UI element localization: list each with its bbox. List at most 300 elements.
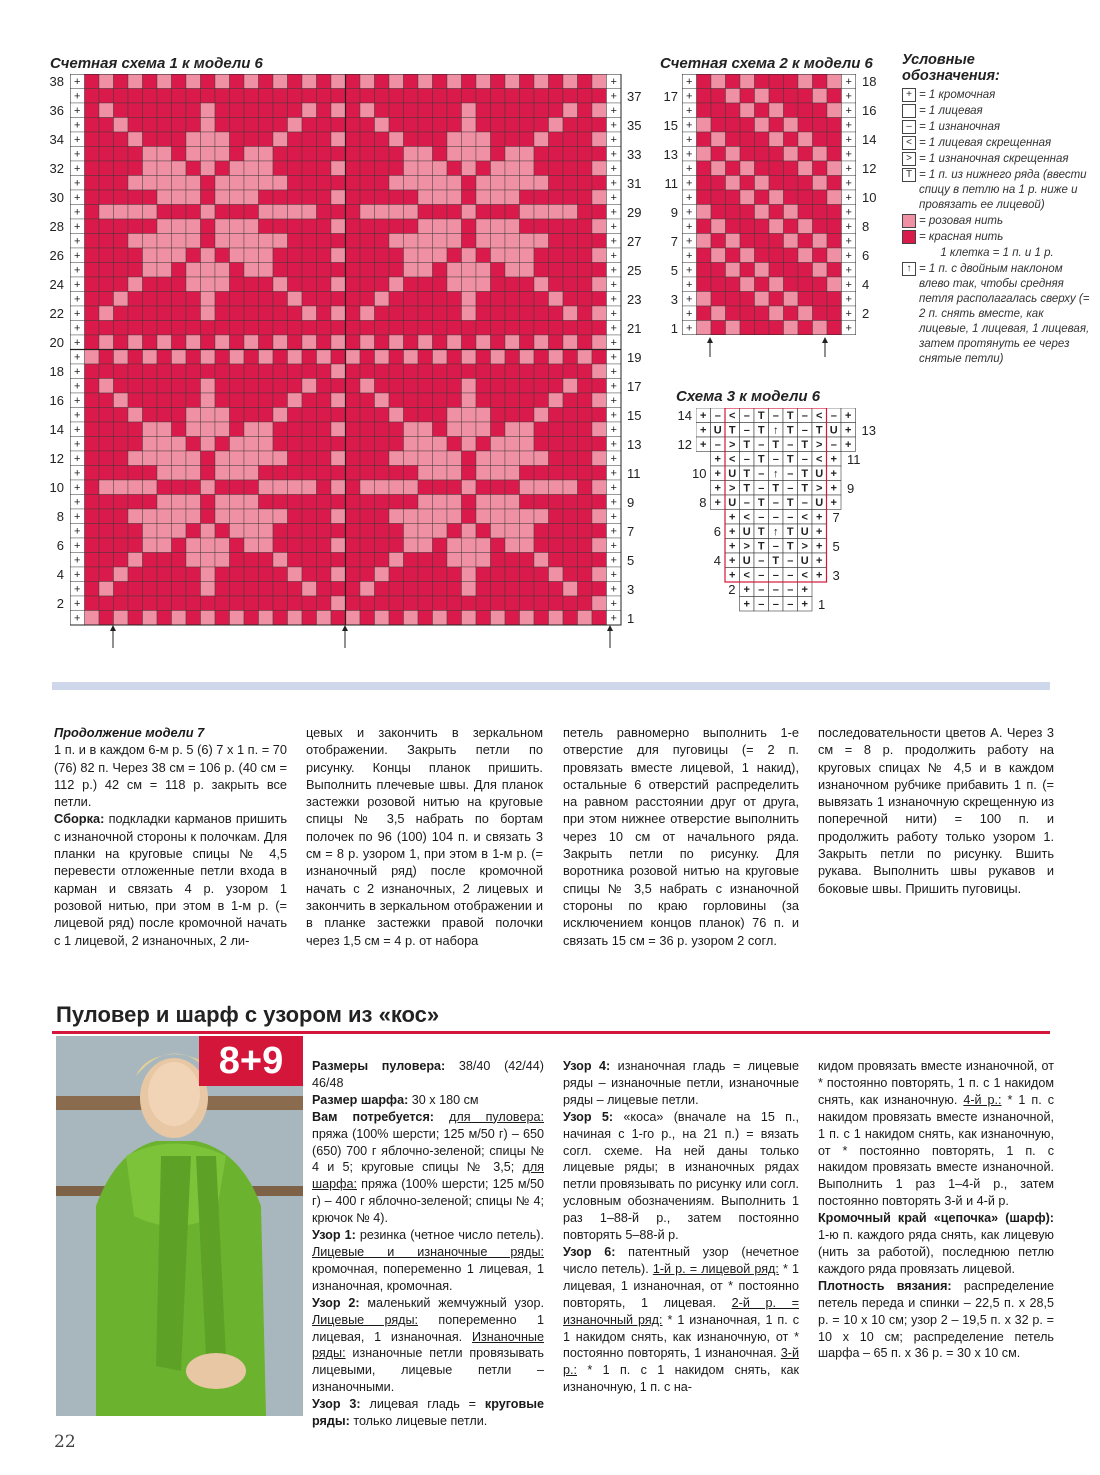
- chart2-row-number: 16: [862, 103, 877, 118]
- chart3-row-number: 14: [677, 408, 692, 423]
- svg-text:+: +: [74, 366, 81, 378]
- svg-text:T: T: [786, 497, 794, 509]
- svg-text:–: –: [772, 584, 779, 596]
- legend-item: [902, 152, 1092, 167]
- svg-text:+: +: [610, 409, 617, 422]
- legend-item: [902, 168, 1092, 213]
- chart2-row-number: 5: [670, 262, 678, 278]
- chart2-title: Счетная схема 2 к модели 6: [660, 55, 873, 72]
- svg-text:T: T: [743, 468, 751, 480]
- continuation-col-3: петель равномерно выполнить 1-е отверстие для пуговицы (= 2 п. провязать вместе лицевой, 1 накид), остальные 6 отверстий распределить на равном расстоянии друг от друга, при этом нижнее отверстие выполнить через 10 см от начального ряда. Закрыть петли по рисунку. Для воротника розовой нитью на круговые спицы № 3,5 набрать с изнаночной стороны по краю горловины (за исключением концов планок) 76 п. и связать 15 см = 36 р. узором 2 согл.: [563, 725, 799, 948]
- chart2-row-number: 17: [663, 88, 678, 104]
- svg-text:+: +: [686, 119, 693, 132]
- svg-text:+: +: [74, 612, 81, 625]
- svg-text:+: +: [74, 221, 81, 233]
- svg-text:+: +: [610, 569, 617, 581]
- svg-text:+: +: [830, 497, 837, 509]
- chart1-row-number: 21: [627, 320, 642, 336]
- svg-text:+: +: [714, 468, 721, 480]
- svg-text:–: –: [743, 453, 750, 466]
- svg-text:+: +: [686, 206, 693, 219]
- svg-text:+: +: [74, 308, 81, 320]
- chart2-row-number: 14: [862, 132, 877, 147]
- svg-text:U: U: [728, 497, 737, 509]
- svg-text:T: T: [786, 424, 794, 437]
- svg-text:<: <: [801, 511, 808, 524]
- svg-text:T: T: [757, 526, 765, 538]
- svg-text:+: +: [610, 192, 617, 204]
- svg-text:+: +: [610, 76, 617, 88]
- svg-text:+: +: [610, 366, 617, 378]
- svg-text:T: T: [772, 439, 780, 451]
- svg-text:+: +: [830, 468, 837, 480]
- svg-text:–: –: [714, 439, 721, 451]
- svg-text:–: –: [743, 497, 750, 509]
- svg-text:↑: ↑: [773, 424, 779, 437]
- svg-text:–: –: [758, 584, 765, 596]
- chart3-row-number: 13: [861, 422, 876, 438]
- svg-text:+: +: [845, 279, 852, 291]
- chart2-row-number: 7: [670, 233, 678, 249]
- chart1-row-number: 24: [49, 277, 64, 292]
- chart2-row-number: 10: [862, 190, 877, 205]
- legend-text: = 1 кромочная: [919, 89, 996, 101]
- svg-text:–: –: [743, 424, 750, 437]
- svg-text:+: +: [845, 206, 852, 219]
- svg-text:–: –: [772, 598, 779, 611]
- svg-text:–: –: [772, 410, 779, 422]
- legend-symbol-icon: T: [902, 168, 916, 182]
- svg-text:+: +: [610, 395, 617, 407]
- chart1-row-number: 6: [56, 538, 64, 553]
- svg-text:+: +: [686, 163, 693, 175]
- chart1-row-number: 10: [49, 480, 64, 495]
- svg-text:+: +: [830, 482, 837, 495]
- svg-text:+: +: [74, 467, 81, 480]
- svg-text:+: +: [686, 134, 693, 146]
- svg-text:–: –: [758, 511, 765, 524]
- svg-text:–: –: [830, 439, 837, 451]
- svg-text:T: T: [757, 540, 765, 553]
- chart1-row-number: 14: [49, 422, 64, 437]
- svg-text:U: U: [728, 468, 737, 480]
- svg-text:+: +: [74, 206, 81, 219]
- svg-text:+: +: [845, 235, 852, 248]
- svg-text:+: +: [610, 293, 617, 306]
- continuation-col-1: Продолжение модели 7 1 п. и в каждом 6-м р. 5 (6) 7 х 1 п. = 70 (76) 82 п. Через 38 см = 106 р. (40 см = 112 р.) 42 см = 118 р. закрыть все петли. Сборка: подкладки карманов пришить с изнаночной стороны к полочкам. Для планки на круговые спицы № 4,5 перевести отложенные петли входа в карман и связать 4 р. узором 1 розовой нитью, при этом в 1-м р. (= лицевой ряд) после кромочной начать с 1 лицевой, 2 изнаночных, 2 ли-: [54, 725, 287, 948]
- svg-text:<: <: [801, 569, 808, 582]
- svg-text:+: +: [74, 540, 81, 552]
- chart1-grid: [70, 74, 622, 626]
- svg-text:–: –: [787, 569, 794, 582]
- svg-text:+: +: [610, 612, 617, 625]
- page-number: 22: [54, 1432, 76, 1452]
- svg-text:+: +: [845, 439, 852, 451]
- svg-text:+: +: [845, 105, 852, 117]
- svg-text:T: T: [728, 424, 736, 437]
- chart1-row-number: 30: [49, 190, 64, 205]
- svg-text:+: +: [610, 583, 617, 596]
- svg-text:+: +: [610, 264, 617, 277]
- svg-text:+: +: [74, 148, 81, 161]
- chart3-row-number: 12: [677, 437, 692, 452]
- svg-text:<: <: [729, 410, 736, 422]
- svg-text:+: +: [845, 163, 852, 175]
- svg-text:T: T: [801, 468, 809, 480]
- svg-text:+: +: [610, 511, 617, 523]
- chart2-row-number: 6: [862, 248, 870, 263]
- svg-text:T: T: [772, 555, 780, 567]
- svg-text:–: –: [830, 410, 837, 422]
- svg-text:–: –: [714, 410, 721, 422]
- svg-text:<: <: [743, 511, 750, 524]
- svg-text:+: +: [610, 525, 617, 538]
- svg-text:+: +: [686, 90, 693, 103]
- svg-text:+: +: [845, 250, 852, 262]
- legend-text: = 1 п. из нижнего ряда (ввести спицу в петлю на 1 р. ниже и провязать ее лицевой): [919, 169, 1087, 211]
- legend-symbol-icon: [902, 104, 916, 118]
- svg-text:+: +: [74, 192, 81, 204]
- svg-text:T: T: [786, 410, 794, 422]
- svg-text:↑: ↑: [773, 468, 779, 480]
- chart1-row-number: 12: [49, 451, 64, 466]
- svg-text:–: –: [787, 439, 794, 451]
- svg-text:+: +: [686, 308, 693, 320]
- svg-text:T: T: [757, 410, 765, 422]
- svg-text:+: +: [729, 511, 736, 524]
- chart1-arrows: [100, 622, 620, 652]
- svg-text:–: –: [772, 497, 779, 509]
- svg-text:–: –: [787, 598, 794, 611]
- svg-text:+: +: [700, 424, 707, 437]
- chart2-row-number: 3: [670, 291, 678, 307]
- chart2-row-number: 15: [663, 117, 678, 133]
- svg-text:+: +: [845, 221, 852, 233]
- chart1-row-number: 26: [49, 248, 64, 263]
- svg-text:–: –: [787, 555, 794, 567]
- chart2-row-number: 1: [670, 320, 678, 336]
- svg-text:+: +: [816, 569, 823, 582]
- chart1-row-number: 34: [49, 132, 64, 147]
- chart1-row-number: 8: [56, 509, 64, 524]
- svg-text:+: +: [686, 293, 693, 306]
- svg-text:+: +: [74, 264, 81, 277]
- chart1-row-number: 28: [49, 219, 64, 234]
- chart1-row-number: 16: [49, 393, 64, 408]
- svg-text:+: +: [729, 526, 736, 538]
- chart2-row-number: 18: [862, 74, 877, 89]
- svg-text:+: +: [686, 221, 693, 233]
- chart3-row-number: 4: [713, 553, 721, 568]
- svg-text:U: U: [742, 555, 751, 567]
- svg-text:T: T: [815, 424, 823, 437]
- legend-text: = розовая нить: [919, 215, 1004, 227]
- legend-item: [902, 136, 1092, 151]
- svg-text:>: >: [816, 439, 823, 451]
- svg-text:+: +: [714, 497, 721, 509]
- svg-text:+: +: [610, 250, 617, 262]
- svg-text:+: +: [74, 438, 81, 451]
- svg-text:+: +: [845, 322, 852, 335]
- svg-text:+: +: [610, 351, 617, 364]
- svg-text:–: –: [801, 424, 808, 437]
- svg-text:+: +: [610, 279, 617, 291]
- svg-text:+: +: [686, 235, 693, 248]
- svg-text:+: +: [74, 482, 81, 494]
- svg-text:+: +: [845, 90, 852, 103]
- svg-text:–: –: [787, 482, 794, 495]
- legend-title: Условные обозначения:: [902, 52, 1000, 84]
- svg-text:+: +: [74, 76, 81, 88]
- svg-text:+: +: [610, 322, 617, 335]
- svg-text:–: –: [787, 468, 794, 480]
- continuation-heading: Продолжение модели 7: [54, 725, 205, 740]
- svg-text:+: +: [74, 90, 81, 103]
- svg-text:+: +: [686, 279, 693, 291]
- svg-text:+: +: [610, 134, 617, 146]
- svg-text:+: +: [845, 293, 852, 306]
- svg-text:+: +: [74, 380, 81, 393]
- svg-text:T: T: [757, 497, 765, 509]
- chart1-row-number: 37: [627, 88, 642, 104]
- svg-text:>: >: [729, 439, 736, 451]
- svg-text:<: <: [729, 453, 736, 466]
- model-number-badge: 8+9: [199, 1036, 303, 1086]
- chart3-row-number: 8: [699, 495, 707, 510]
- svg-text:+: +: [686, 76, 693, 88]
- chart1-row-number: 7: [627, 523, 635, 539]
- svg-text:T: T: [772, 482, 780, 495]
- svg-text:T: T: [786, 526, 794, 538]
- svg-text:+: +: [801, 598, 808, 611]
- svg-text:+: +: [845, 264, 852, 277]
- svg-text:–: –: [758, 569, 765, 582]
- svg-text:+: +: [74, 250, 81, 262]
- svg-text:+: +: [700, 410, 707, 422]
- chart1-row-number: 4: [56, 567, 64, 582]
- legend-symbol-icon: –: [902, 120, 916, 134]
- svg-text:+: +: [816, 526, 823, 538]
- chart1-row-number: 18: [49, 364, 64, 379]
- svg-text:<: <: [743, 569, 750, 582]
- chart3-row-number: 7: [832, 509, 840, 525]
- svg-text:+: +: [610, 482, 617, 494]
- svg-text:+: +: [845, 424, 852, 437]
- svg-text:+: +: [801, 584, 808, 596]
- svg-text:>: >: [801, 540, 808, 553]
- svg-text:+: +: [686, 250, 693, 262]
- chart1-row-number: 35: [627, 117, 642, 133]
- legend-text: = 1 лицевая: [919, 105, 983, 117]
- chart1-row-number: 1: [627, 610, 635, 626]
- legend-text: = красная нить: [919, 231, 1004, 243]
- svg-text:+: +: [74, 511, 81, 523]
- svg-text:+: +: [610, 221, 617, 233]
- svg-text:+: +: [845, 148, 852, 161]
- chart1-row-number: 9: [627, 494, 635, 510]
- svg-text:>: >: [743, 540, 750, 553]
- legend: [902, 52, 1092, 368]
- svg-text:+: +: [610, 453, 617, 465]
- chart1-row-number: 38: [49, 74, 64, 89]
- chart1-row-number: 2: [56, 596, 64, 611]
- chart1-row-number: 5: [627, 552, 635, 568]
- svg-text:+: +: [610, 554, 617, 567]
- svg-text:+: +: [845, 119, 852, 132]
- svg-text:U: U: [800, 555, 809, 567]
- svg-text:+: +: [700, 439, 707, 451]
- chart3-row-number: 9: [847, 480, 855, 496]
- svg-text:+: +: [74, 322, 81, 335]
- svg-text:+: +: [610, 337, 617, 349]
- chart3-row-number: 11: [847, 451, 861, 467]
- svg-text:T: T: [757, 453, 765, 466]
- svg-text:–: –: [758, 482, 765, 495]
- svg-text:+: +: [610, 496, 617, 509]
- svg-text:>: >: [816, 482, 823, 495]
- chart1-row-number: 32: [49, 161, 64, 176]
- chart1-row-number: 27: [627, 233, 642, 249]
- svg-text:+: +: [714, 482, 721, 495]
- svg-text:+: +: [610, 163, 617, 175]
- chart2-row-number: 12: [862, 161, 877, 176]
- svg-text:+: +: [610, 424, 617, 436]
- chart1-row-number: 11: [627, 465, 641, 481]
- svg-text:+: +: [74, 235, 81, 248]
- svg-text:–: –: [787, 584, 794, 596]
- svg-text:+: +: [74, 525, 81, 538]
- chart2-row-number: 4: [862, 277, 870, 292]
- chart3-row-number: 10: [692, 466, 707, 481]
- svg-text:+: +: [74, 453, 81, 465]
- svg-text:T: T: [786, 540, 794, 553]
- svg-text:U: U: [713, 424, 722, 437]
- chart1-row-number: 25: [627, 262, 642, 278]
- svg-text:+: +: [74, 119, 81, 132]
- svg-text:U: U: [815, 468, 824, 480]
- svg-text:+: +: [74, 598, 81, 610]
- chart2-row-number: 13: [663, 146, 678, 162]
- svg-text:+: +: [729, 569, 736, 582]
- svg-text:T: T: [801, 482, 809, 495]
- svg-text:+: +: [816, 540, 823, 553]
- chart2-grid: [682, 74, 856, 335]
- svg-text:+: +: [743, 584, 750, 596]
- chart3-row-number: 1: [818, 596, 826, 612]
- svg-text:+: +: [74, 134, 81, 146]
- svg-text:+: +: [74, 105, 81, 117]
- svg-text:+: +: [74, 554, 81, 567]
- chart1-row-number: 17: [627, 378, 642, 394]
- section-divider: [52, 682, 1050, 690]
- svg-text:–: –: [801, 410, 808, 422]
- svg-text:–: –: [772, 569, 779, 582]
- svg-text:+: +: [610, 540, 617, 552]
- svg-text:T: T: [743, 482, 751, 495]
- svg-text:+: +: [74, 279, 81, 291]
- svg-text:+: +: [845, 308, 852, 320]
- svg-text:–: –: [758, 439, 765, 451]
- chart1-row-number: 19: [627, 349, 642, 365]
- chart1-row-number: 36: [49, 103, 64, 118]
- svg-text:U: U: [829, 424, 838, 437]
- chart1-row-number: 22: [49, 306, 64, 321]
- chart1-row-number: 15: [627, 407, 642, 423]
- svg-text:+: +: [74, 395, 81, 407]
- svg-text:+: +: [845, 192, 852, 204]
- double-decrease-icon: ↑: [902, 262, 916, 276]
- chart3-row-number: 6: [713, 524, 721, 539]
- chart1-row-number: 33: [627, 146, 642, 162]
- svg-text:+: +: [686, 148, 693, 161]
- svg-text:U: U: [800, 526, 809, 538]
- legend-symbol-icon: [902, 214, 916, 228]
- svg-text:+: +: [845, 134, 852, 146]
- svg-text:–: –: [758, 555, 765, 567]
- legend-symbol-icon: >: [902, 152, 916, 166]
- svg-text:T: T: [801, 439, 809, 451]
- section-title-rule: [52, 1031, 1050, 1034]
- svg-text:+: +: [686, 105, 693, 117]
- svg-text:+: +: [686, 177, 693, 190]
- legend-text: = 1 изнаночная: [919, 121, 1000, 133]
- chart3-row-number: 2: [728, 582, 736, 597]
- svg-text:+: +: [714, 453, 721, 466]
- svg-text:–: –: [801, 497, 808, 509]
- chart1-row-number: 31: [627, 175, 642, 191]
- legend-item: ↑ = 1 п. с двойным наклоном влево так, чтобы средняя петля располагалась сверху (= 2 п. снять вместе, как лицевые, 1 лицевая, 1 лицевая, затем протянуть ее через снятые петли): [902, 262, 1092, 367]
- svg-text:+: +: [610, 598, 617, 610]
- svg-text:+: +: [74, 177, 81, 190]
- svg-text:U: U: [742, 526, 751, 538]
- svg-text:+: +: [610, 206, 617, 219]
- svg-text:+: +: [74, 496, 81, 509]
- svg-text:+: +: [610, 177, 617, 190]
- svg-text:+: +: [74, 424, 81, 436]
- pattern-col-3: кидом провязать вместе изнаночной, от * постоянно повторять, 1 п. с 1 накидом снять, как изнаночную. 4-й р.: * 1 п. с накидом провязать вместе изнаночной, 1 п. с 1 накидом снять, как изнаночную, от * постоянно повторять, 1 п. с накидом провязать вместе изнаночной. Выполнить 1 раз 1–4-й р., затем постоянно повторять 3-й и 4-й р. Кромочный край «цепочка» (шарф): 1-ю п. каждого ряда снять, как лицевую (нить за работой), последнюю петлю каждого ряда провязать лицевой. Плотность вязания: распределение петель переда и спинки – 22,5 п. х 28,5 р. = 10 х 10 см; узор 2 – 19,5 п. х 32 р. = 10 х 10 см; распределение петель шарфа – 65 п. х 36 р. = 30 х 10 см.: [818, 1059, 1054, 1361]
- svg-text:<: <: [816, 410, 823, 422]
- svg-text:–: –: [787, 511, 794, 524]
- svg-text:+: +: [729, 540, 736, 553]
- svg-text:+: +: [686, 264, 693, 277]
- legend-item: [902, 214, 1092, 229]
- continuation-col-4: последовательности цветов А. Через 3 см = 8 р. продолжить работу на круговых спицах № 4,5 и в каждом изнаночном рубчике прибавить 1 п. (= вывязать 1 изнаночную скрещенную из поперечной нити) = 100 п. и продолжить работу только узором 1. Закрыть петли по рисунку. Вшить рукава. Выполнить швы рукавов и боковые швы. Пришить пуговицы.: [818, 725, 1054, 896]
- svg-text:–: –: [758, 468, 765, 480]
- svg-text:+: +: [610, 148, 617, 161]
- svg-text:+: +: [845, 76, 852, 88]
- svg-text:+: +: [74, 293, 81, 306]
- svg-text:+: +: [610, 467, 617, 480]
- svg-text:–: –: [758, 598, 765, 611]
- model-photo: [56, 1036, 303, 1416]
- svg-text:+: +: [845, 177, 852, 190]
- svg-text:–: –: [801, 453, 808, 466]
- svg-text:+: +: [610, 105, 617, 117]
- continuation-col-2: цевых и закончить в зеркальном отображении. Закрыть петли по рисунку. Концы планок пришить. Выполнить плечевые швы. Для планок застежки розовой нитью на круговые спицы № 3,5 набрать по бортам полочек по 96 (100) 104 п. и связать 3 см = 8 р. узором 1, при этом в 1-м р. (= изнаночный ряд) после кромочной начать с 2 изнаночных, 2 лицевых и закончить в зеркальном отображении и в планке застежки правой полочки через 1,5 см = 4 р. от набора: [306, 725, 543, 948]
- chart2-row-number: 8: [862, 219, 870, 234]
- chart2-row-number: 2: [862, 306, 870, 321]
- svg-text:+: +: [816, 555, 823, 567]
- svg-text:+: +: [610, 380, 617, 393]
- svg-text:+: +: [610, 90, 617, 103]
- svg-text:+: +: [610, 119, 617, 132]
- svg-text:↑: ↑: [773, 526, 779, 538]
- svg-text:T: T: [757, 424, 765, 437]
- chart1-row-number: 29: [627, 204, 642, 220]
- section-title: Пуловер и шарф с узором из «кос»: [56, 1002, 440, 1027]
- legend-item: [902, 120, 1092, 135]
- chart1-row-number: 13: [627, 436, 642, 452]
